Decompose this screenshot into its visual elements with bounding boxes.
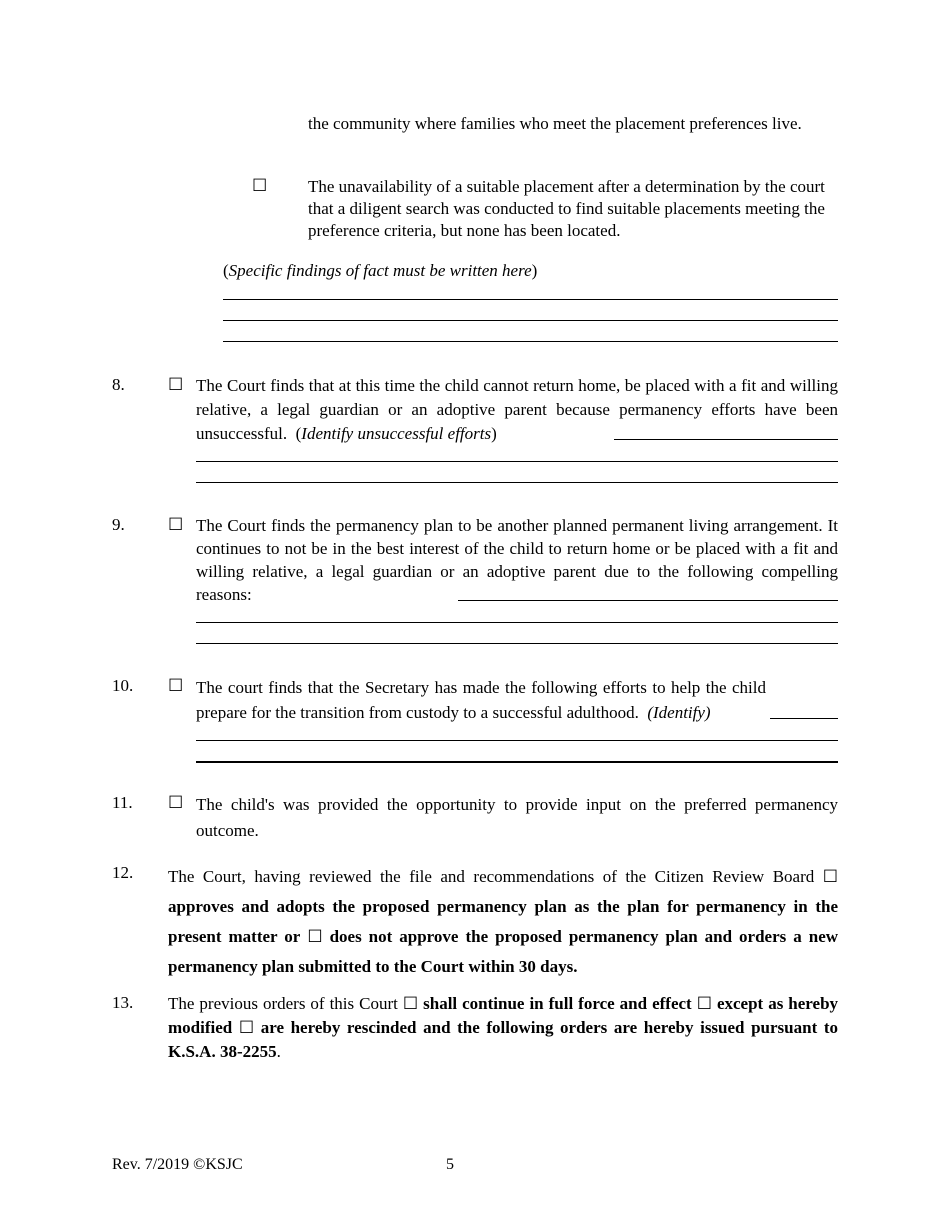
footer-page-number: 5 — [446, 1156, 454, 1173]
continued-placement-text: the community where families who meet the placement preferences live. — [308, 114, 802, 133]
unavailability-text: The unavailability of a suitable placement after a determination by the court that a diligent search was conducted to find suitable placements meeting the preference criteria, but none has been located. — [308, 177, 825, 240]
specific-findings-label: (Specific findings of fact must be written here) — [223, 261, 538, 280]
item-13-continue-checkbox[interactable]: ☐ — [402, 994, 419, 1013]
item-12-approve-checkbox[interactable]: ☐ — [822, 867, 838, 886]
item-10-line-1[interactable] — [196, 740, 838, 741]
item-10-text: The court finds that the Secretary has made the following efforts to help the child prepare for the transition from custody to a successful adulthood. (Identify) — [196, 678, 766, 722]
item-8-number: 8. — [112, 375, 125, 394]
findings-line-2[interactable] — [223, 320, 838, 321]
item-9-checkbox[interactable]: ☐ — [168, 515, 184, 534]
item-10-checkbox[interactable]: ☐ — [168, 676, 184, 695]
item-13-modified-checkbox[interactable]: ☐ — [696, 994, 712, 1013]
item-11-checkbox[interactable]: ☐ — [168, 793, 184, 812]
item-10-number: 10. — [112, 676, 134, 695]
item-8-line-2[interactable] — [196, 482, 838, 483]
item-8-checkbox[interactable]: ☐ — [168, 375, 184, 394]
item-11-text: The child's was provided the opportunity to provide input on the preferred permanency outcome. — [196, 795, 838, 840]
item-11-number: 11. — [112, 793, 133, 812]
item-8-inline-line[interactable] — [614, 439, 838, 440]
item-9-inline-line[interactable] — [458, 600, 838, 601]
item-13-rescinded-checkbox[interactable]: ☐ — [238, 1018, 255, 1037]
item-8-line-1[interactable] — [196, 461, 838, 462]
findings-line-3[interactable] — [223, 341, 838, 342]
item-9-text: The Court finds the permanency plan to be another planned permanent living arrangement. It continues to not be in the best interest of the child to return home or be placed with a fit and willing relative, a legal guardian or an adoptive parent due to the following compelling reasons: — [196, 516, 838, 604]
item-10-line-2[interactable] — [196, 761, 838, 763]
item-13-text: The previous orders of this Court ☐ shall continue in full force and effect ☐ except as hereby modified ☐ are hereby rescinded and the following orders are hereby issued pursuant to K.S.A. 38-2255. — [168, 994, 839, 1061]
item-9-number: 9. — [112, 515, 125, 534]
item-13-number: 13. — [112, 993, 134, 1012]
footer-revision: Rev. 7/2019 ©KSJC — [112, 1156, 243, 1173]
findings-line-1[interactable] — [223, 299, 838, 300]
item-12-disapprove-checkbox[interactable]: ☐ — [307, 927, 323, 946]
item-9-line-2[interactable] — [196, 643, 838, 644]
item-10-inline-line[interactable] — [770, 718, 838, 719]
item-12-number: 12. — [112, 863, 134, 882]
unavailability-checkbox[interactable]: ☐ — [252, 176, 268, 195]
item-12-text: The Court, having reviewed the file and recommendations of the Citizen Review Board ☐ approves and adopts the proposed permanency plan as the plan for permanency in the present matter or ☐ does not approve the proposed permanency plan and orders a new permanency plan submitted to the Court within 30 days. — [168, 867, 839, 976]
item-8-text: The Court finds that at this time the child cannot return home, be placed with a fit and willing relative, a legal guardian or an adoptive parent because permanency efforts have been unsuccessful. (Identify unsuccessful efforts) — [196, 376, 838, 443]
item-9-line-1[interactable] — [196, 622, 838, 623]
